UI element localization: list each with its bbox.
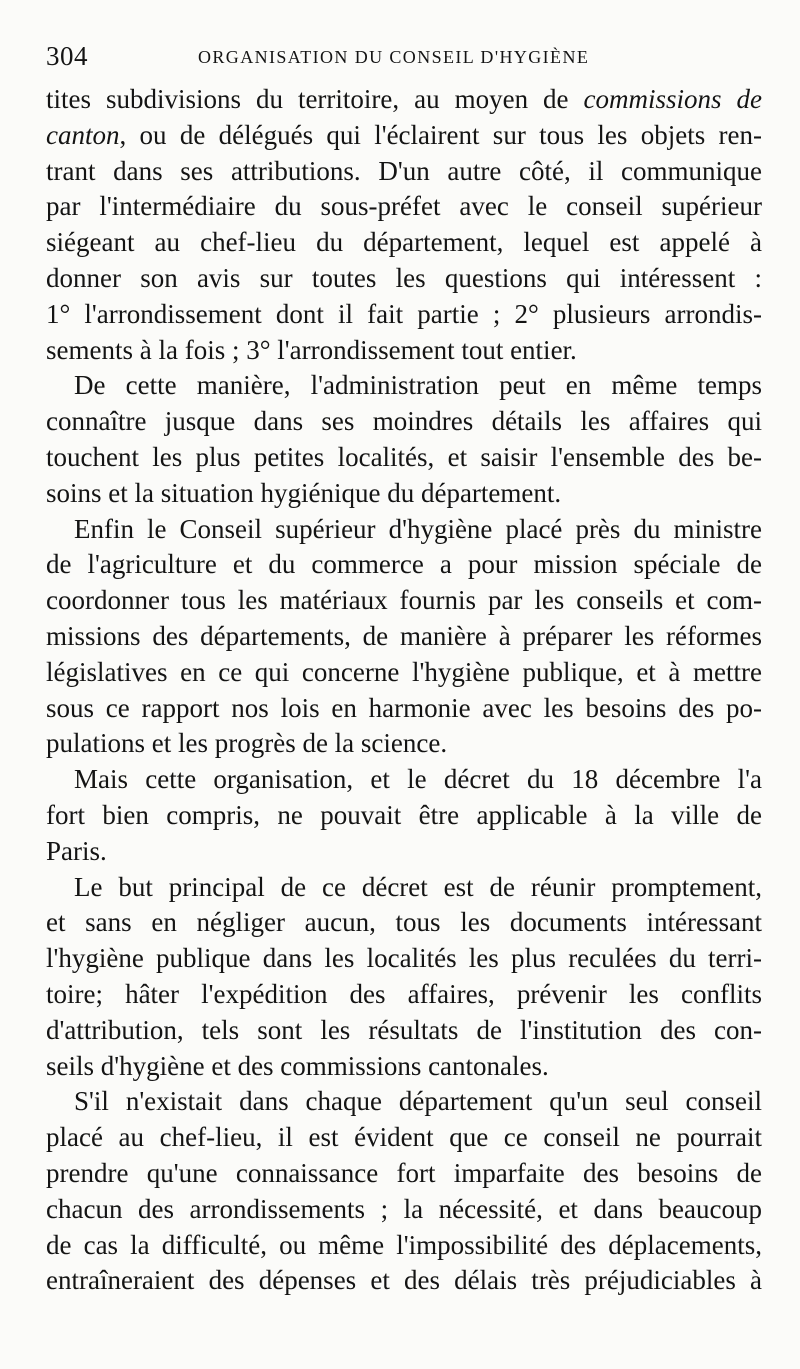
text-line bbox=[46, 1228, 762, 1264]
text-segment: Paris. bbox=[46, 835, 107, 866]
running-head: ORGANISATION DU CONSEIL D'HYGIÈNE bbox=[198, 47, 590, 67]
text-segment: de cas la difficulté, ou même l'impossibilité des déplacements, bbox=[46, 1229, 762, 1260]
text-segment: , ou de délégués qui l'éclairent sur tous les objets ren- bbox=[119, 119, 762, 150]
text-line bbox=[46, 941, 762, 977]
text-line bbox=[46, 1013, 762, 1049]
text-segment: soins et la situation hygiénique du département. bbox=[46, 477, 562, 508]
text-segment: entraîneraient des dépenses et des délais très préjudiciables à bbox=[46, 1265, 762, 1296]
text-line bbox=[46, 619, 762, 655]
text-segment: prendre qu'une connaissance fort imparfaite des besoins de bbox=[46, 1157, 762, 1188]
text-segment: 1° l'arrondissement dont il fait partie ; 2° plusieurs arrondis- bbox=[46, 298, 762, 329]
text-line bbox=[46, 225, 762, 261]
text-segment: sous ce rapport nos lois en harmonie avec les besoins des po- bbox=[46, 692, 762, 723]
text-line bbox=[46, 118, 762, 154]
text-line bbox=[46, 655, 762, 691]
text-segment: d'attribution, tels sont les résultats de l'institution des con- bbox=[46, 1014, 762, 1045]
text-line bbox=[46, 1263, 762, 1299]
text-line bbox=[46, 1049, 762, 1085]
text-line bbox=[46, 154, 762, 190]
text-segment: Le but principal de ce décret est de réunir promptement, bbox=[74, 871, 762, 902]
page-header bbox=[46, 40, 762, 72]
text-line bbox=[46, 977, 762, 1013]
text-line bbox=[46, 834, 762, 870]
paragraph bbox=[46, 368, 762, 511]
text-line bbox=[46, 261, 762, 297]
text-line bbox=[46, 404, 762, 440]
italic-text: canton bbox=[46, 119, 120, 150]
text-line bbox=[46, 691, 762, 727]
text-line bbox=[46, 189, 762, 225]
text-line bbox=[46, 905, 762, 941]
text-segment: Enfin le Conseil supérieur d'hygiène placé près du ministre bbox=[74, 513, 762, 544]
text-line bbox=[46, 368, 762, 404]
text-segment: législatives en ce qui concerne l'hygiène publique, et à mettre bbox=[46, 656, 762, 687]
text-segment: par l'intermédiaire du sous-préfet avec le conseil supérieur bbox=[46, 191, 762, 222]
text-segment: toire; hâter l'expédition des affaires, prévenir les conflits bbox=[46, 978, 762, 1009]
text-line bbox=[46, 583, 762, 619]
text-segment: siégeant au chef-lieu du département, lequel est appelé à bbox=[46, 227, 762, 258]
text-line bbox=[46, 333, 762, 369]
text-segment: donner son avis sur toutes les questions qui intéressent : bbox=[46, 262, 762, 293]
text-segment: De cette manière, l'administration peut en même temps bbox=[74, 370, 762, 401]
text-segment: connaître jusque dans ses moindres détails les affaires qui bbox=[46, 406, 762, 437]
text-segment: placé au chef-lieu, il est évident que ce conseil ne pourrait bbox=[46, 1122, 762, 1153]
text-line bbox=[46, 547, 762, 583]
paragraph bbox=[46, 762, 762, 869]
text-line bbox=[46, 870, 762, 906]
text-segment: de l'agriculture et du commerce a pour mission spéciale de bbox=[46, 549, 762, 580]
text-line bbox=[46, 1156, 762, 1192]
page-number: 304 bbox=[46, 41, 88, 71]
text-segment: sements à la fois ; 3° l'arrondissement tout entier. bbox=[46, 334, 577, 365]
text-line bbox=[46, 82, 762, 118]
text-segment: touchent les plus petites localités, et saisir l'ensemble des be- bbox=[46, 441, 762, 472]
text-segment: missions des départements, de manière à préparer les réformes bbox=[46, 620, 762, 651]
text-segment: tites subdivisions du territoire, au moyen de bbox=[46, 84, 584, 114]
text-segment: coordonner tous les matériaux fournis par les conseils et com- bbox=[46, 585, 762, 616]
text-line bbox=[46, 440, 762, 476]
text-segment: l'hygiène publique dans les localités les plus reculées du terri- bbox=[46, 943, 762, 974]
paragraph bbox=[46, 1084, 762, 1299]
text-segment: seils d'hygiène et des commissions cantonales. bbox=[46, 1050, 549, 1081]
text-line bbox=[46, 1120, 762, 1156]
text-segment: fort bien compris, ne pouvait être applicable à la ville de bbox=[46, 799, 762, 830]
text-line bbox=[46, 1084, 762, 1120]
body-text bbox=[46, 82, 762, 1299]
text-line bbox=[46, 297, 762, 333]
text-line bbox=[46, 762, 762, 798]
text-segment: chacun des arrondissements ; la nécessité, et dans beaucoup bbox=[46, 1193, 762, 1224]
italic-text: commissions de bbox=[583, 84, 762, 114]
text-segment: pulations et les progrès de la science. bbox=[46, 728, 448, 759]
text-line bbox=[46, 1192, 762, 1228]
text-line bbox=[46, 798, 762, 834]
text-line bbox=[46, 476, 762, 512]
text-segment: et sans en négliger aucun, tous les documents intéressant bbox=[46, 907, 762, 938]
paragraph bbox=[46, 512, 762, 763]
text-segment: Mais cette organisation, et le décret du 18 décembre l'a bbox=[74, 764, 762, 795]
text-segment: trant dans ses attributions. D'un autre côté, il communique bbox=[46, 155, 762, 186]
paragraph bbox=[46, 82, 762, 368]
text-line bbox=[46, 726, 762, 762]
text-line bbox=[46, 512, 762, 548]
text-segment: S'il n'existait dans chaque département qu'un seul conseil bbox=[74, 1086, 762, 1117]
paragraph bbox=[46, 870, 762, 1085]
